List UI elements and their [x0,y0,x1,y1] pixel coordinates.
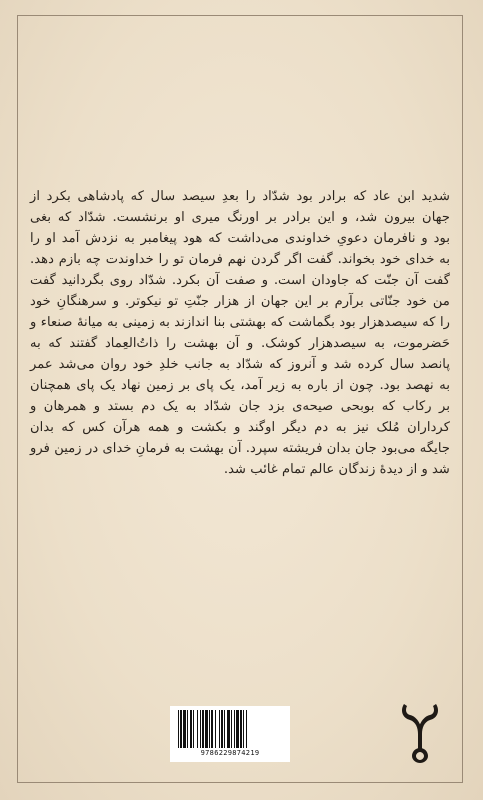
barcode-bar [190,710,192,748]
barcode-bar [224,710,225,748]
barcode-bars [176,710,284,748]
barcode-bar [240,710,242,748]
barcode-bar [243,710,244,748]
text-line: کرداران مُلک نیز به دم دیگر اوگند و بکشت و همه هرآن کس که بدان [30,420,450,435]
barcode-bar [202,710,204,748]
barcode-bar [180,710,182,748]
barcode-bar [236,710,239,748]
barcode-bar [234,710,235,748]
text-line: شد و از دیدهٔ زندگان عالم تمام غائب شد. [223,462,450,477]
barcode-bar [219,710,220,748]
barcode-bar [227,710,230,748]
barcode-bar [193,710,194,748]
text-line: من خود جنّاتی برآرم بر این جهان از هزار جنّتِ تو نیکوتر. و سرهنگانِ خود [30,294,450,309]
isbn-barcode [170,706,290,762]
barcode-bar [215,710,216,748]
text-line: جهان بیرون شد، و این برادر بر اورنگ میری او برنشست. شدّاد که بغی [30,210,450,225]
barcode-bar [183,710,186,748]
barcode-bar [221,710,223,748]
text-line: بود و نافرمان دعویِ خداوندی می‌داشت که هود پیغامبر به نزدش آمد او را [30,231,450,246]
text-line: بر رکاب که بوبحی صیحه‌ی بزد جان شدّاد به یک دم بستد و همرهان و [30,399,450,414]
publisher-logo-icon [398,700,442,764]
text-line: شدید ابن عاد که برادر بود شدّاد را بعدِ سیصد سال که پادشاهی بکرد از [30,189,450,204]
synopsis-text [30,186,450,480]
barcode-bar [205,710,208,748]
isbn-number: 9786229874219 [200,749,260,757]
barcode-bar [187,710,188,748]
barcode-bar [211,710,213,748]
barcode-bar [178,710,179,748]
text-line: به نهصد بود. چون از باره به زیر آمد، یک پای بر زمین نهاد یک پای همچنان [30,378,450,393]
barcode-bar [209,710,210,748]
text-line: به خدای خود بخواند. گفت اگر گردن نهم فرمان تو را خداوندت چه بازم دهد. [30,252,450,267]
text-line: پانصد سال کرده شد و آنروز که شدّاد به جانب خلدِ خود روان می‌شد عمر [30,357,450,372]
barcode-bar [246,710,247,748]
text-line: حَضرموت، به سیصدهزار کوشک. و آن بهشت را ذاتُ‌العِماد گفتند که به [30,336,450,351]
text-line: را که سیصدهزار بود بگماشت که بهشتی بنا اندازند به زمینی به میانهٔ صنعاء و [30,315,450,330]
text-line: گفت آن جنّت که جاودان است. و صفت آن بکرد. شدّاد روی بگردانید گفت [30,273,450,288]
text-line: جایگه می‌بود جان بدان فریشته سپرد. آن بهشت به فرمانِ خدای در زمین فرو [30,441,450,456]
barcode-bar [197,710,198,748]
barcode-bar [200,710,201,748]
barcode-bar [231,710,232,748]
